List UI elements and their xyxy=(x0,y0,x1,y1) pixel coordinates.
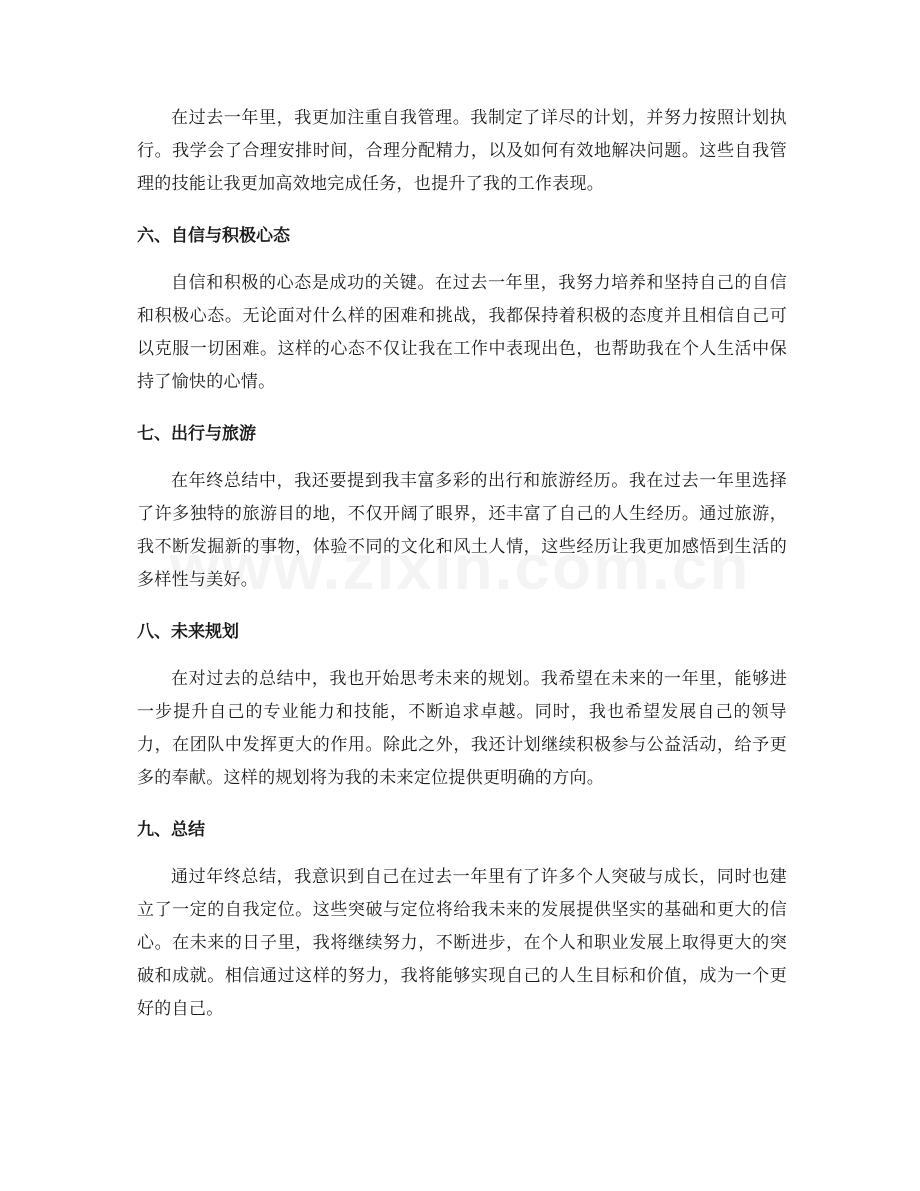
intro-paragraph: 在过去一年里，我更加注重自我管理。我制定了详尽的计划，并努力按照计划执行。我学会了合理安排时间，合理分配精力，以及如何有效地解决问题。这些自我管理的技能让我更加高效地完成任务，也提升了我的工作表现。 xyxy=(137,108,787,194)
section-paragraph-7: 在年终总结中，我还要提到我丰富多彩的出行和旅游经历。我在过去一年里选择了许多独特的旅游目的地，不仅开阔了眼界，还丰富了自己的人生经历。通过旅游，我不断发掘新的事物，体验不同的文化和风土人情，这些经历让我更加感悟到生活的多样性与美好。 xyxy=(137,471,787,590)
document-body xyxy=(137,102,787,1026)
section-paragraph-6: 自信和积极的心态是成功的关键。在过去一年里，我努力培养和坚持自己的自信和积极心态。无论面对什么样的困难和挑战，我都保持着积极的态度并且相信自己可以克服一切困难。这样的心态不仅让我在工作中表现出色，也帮助我在个人生活中保持了愉快的心情。 xyxy=(137,273,787,392)
section-paragraph-8: 在对过去的总结中，我也开始思考未来的规划。我希望在未来的一年里，能够进一步提升自己的专业能力和技能，不断追求卓越。同时，我也希望发展自己的领导力，在团队中发挥更大的作用。除此之外，我还计划继续积极参与公益活动，给予更多的奉献。这样的规划将为我的未来定位提供更明确的方向。 xyxy=(137,669,787,788)
section-paragraph-9: 通过年终总结，我意识到自己在过去一年里有了许多个人突破与成长，同时也建立了一定的自我定位。这些突破与定位将给我未来的发展提供坚实的基础和更大的信心。在未来的日子里，我将继续努力，不断进步，在个人和职业发展上取得更大的突破和成就。相信通过这样的努力，我将能够实现自己的人生目标和价值，成为一个更好的自己。 xyxy=(137,867,787,1019)
section-heading-9: 九、总结 xyxy=(137,820,205,840)
section-heading-7: 七、出行与旅游 xyxy=(137,424,256,444)
section-heading-6: 六、自信与积极心态 xyxy=(137,226,290,246)
section-heading-8: 八、未来规划 xyxy=(137,622,239,642)
